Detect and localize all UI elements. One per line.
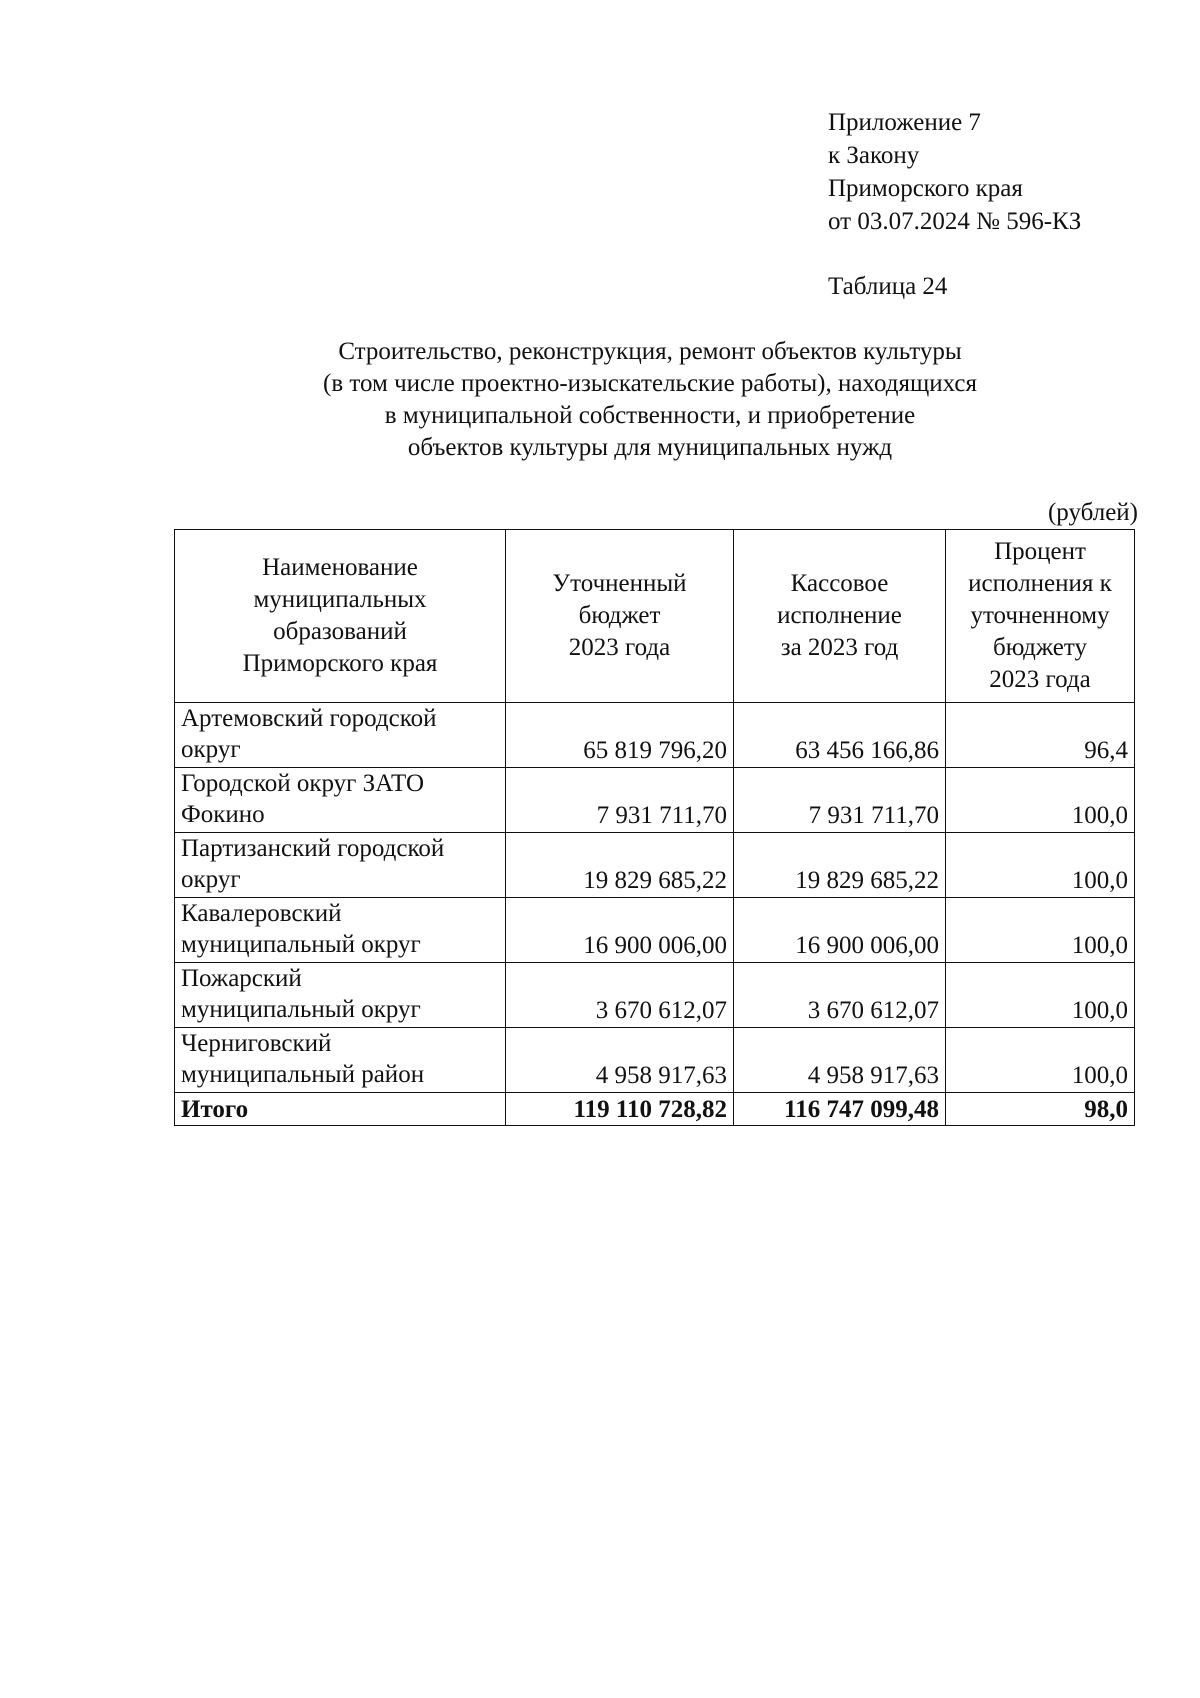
- appendix-line: от 03.07.2024 № 596-КЗ: [828, 208, 1082, 235]
- executed-cell: 3 670 612,07: [734, 963, 946, 1028]
- budget-cell: 3 670 612,07: [506, 963, 734, 1028]
- appendix-line: Приморского края: [828, 175, 1023, 202]
- table-row: [175, 768, 1135, 833]
- appendix-line: к Закону: [828, 142, 920, 169]
- title-line: (в том числе проектно-изыскательские работы), находящихся: [323, 370, 977, 397]
- percent-cell: 100,0: [946, 1028, 1135, 1093]
- table-number: Таблица 24: [828, 273, 948, 300]
- table-row: [175, 898, 1135, 963]
- header-line: Кассовое: [790, 570, 889, 597]
- total-executed-cell: 116 747 099,48: [734, 1093, 946, 1126]
- municipality-name-line: муниципальный округ: [181, 996, 421, 1023]
- header-line: образований: [273, 618, 407, 645]
- total-budget-cell: 119 110 728,82: [506, 1093, 734, 1126]
- header-line: муниципальных: [253, 586, 427, 613]
- budget-cell: 4 958 917,63: [506, 1028, 734, 1093]
- header-line: Наименование: [262, 554, 418, 581]
- executed-cell: 63 456 166,86: [734, 703, 946, 768]
- municipality-name-line: Партизанский городской: [181, 835, 445, 862]
- appendix-block: [828, 106, 1081, 238]
- header-line: Приморского края: [242, 650, 438, 677]
- header-line: бюджет: [578, 602, 661, 629]
- municipality-cell: [175, 963, 506, 1028]
- municipality-name-line: Пожарский: [181, 965, 302, 992]
- budget-cell: 65 819 796,20: [506, 703, 734, 768]
- municipality-name-line: Черниговский: [181, 1030, 332, 1057]
- units-label: (рублей): [1047, 499, 1138, 526]
- total-row: [175, 1093, 1135, 1126]
- table-row: [175, 833, 1135, 898]
- executed-cell: 19 829 685,22: [734, 833, 946, 898]
- title-line: Строительство, реконструкция, ремонт объектов культуры: [338, 338, 962, 365]
- percent-cell: 100,0: [946, 898, 1135, 963]
- budget-table: [174, 529, 1135, 1126]
- municipality-name-line: Фокино: [181, 801, 265, 828]
- municipality-name-line: округ: [181, 736, 241, 763]
- total-percent-cell: 98,0: [946, 1093, 1135, 1126]
- header-line: уточненному: [970, 602, 1110, 629]
- executed-cell: 16 900 006,00: [734, 898, 946, 963]
- budget-cell: 7 931 711,70: [506, 768, 734, 833]
- municipality-name-line: муниципальный округ: [181, 931, 421, 958]
- municipality-cell: [175, 898, 506, 963]
- header-executed: [734, 530, 946, 703]
- municipality-cell: [175, 1028, 506, 1093]
- header-line: 2023 года: [989, 666, 1091, 693]
- title-line: в муниципальной собственности, и приобретение: [384, 402, 916, 429]
- percent-cell: 100,0: [946, 768, 1135, 833]
- total-label: Итого: [175, 1093, 506, 1126]
- header-budget: [506, 530, 734, 703]
- percent-cell: 96,4: [946, 703, 1135, 768]
- header-line: исполнение: [777, 602, 902, 629]
- header-line: исполнения к: [968, 570, 1112, 597]
- municipality-name-line: округ: [181, 866, 241, 893]
- table-row: [175, 703, 1135, 768]
- appendix-line: Приложение 7: [828, 109, 981, 136]
- table-header-row: [175, 530, 1135, 703]
- header-line: Процент: [994, 538, 1086, 565]
- budget-cell: 19 829 685,22: [506, 833, 734, 898]
- title-line: объектов культуры для муниципальных нужд: [407, 434, 893, 461]
- municipality-name-line: Городской округ ЗАТО: [181, 770, 425, 797]
- header-line: 2023 года: [568, 634, 671, 661]
- document-title: [200, 336, 1100, 464]
- percent-cell: 100,0: [946, 963, 1135, 1028]
- header-line: за 2023 год: [780, 634, 899, 661]
- municipality-name-line: муниципальный район: [181, 1061, 425, 1088]
- municipality-cell: [175, 833, 506, 898]
- header-percent: [946, 530, 1135, 703]
- percent-cell: 100,0: [946, 833, 1135, 898]
- header-line: Уточненный: [552, 570, 687, 597]
- municipality-name-line: Артемовский городской: [181, 705, 437, 732]
- municipality-cell: [175, 768, 506, 833]
- header-municipality: [175, 530, 506, 703]
- table-row: [175, 1028, 1135, 1093]
- municipality-name-line: Кавалеровский: [181, 900, 342, 927]
- executed-cell: 7 931 711,70: [734, 768, 946, 833]
- municipality-cell: [175, 703, 506, 768]
- table-row: [175, 963, 1135, 1028]
- header-line: бюджету: [993, 634, 1087, 661]
- executed-cell: 4 958 917,63: [734, 1028, 946, 1093]
- budget-cell: 16 900 006,00: [506, 898, 734, 963]
